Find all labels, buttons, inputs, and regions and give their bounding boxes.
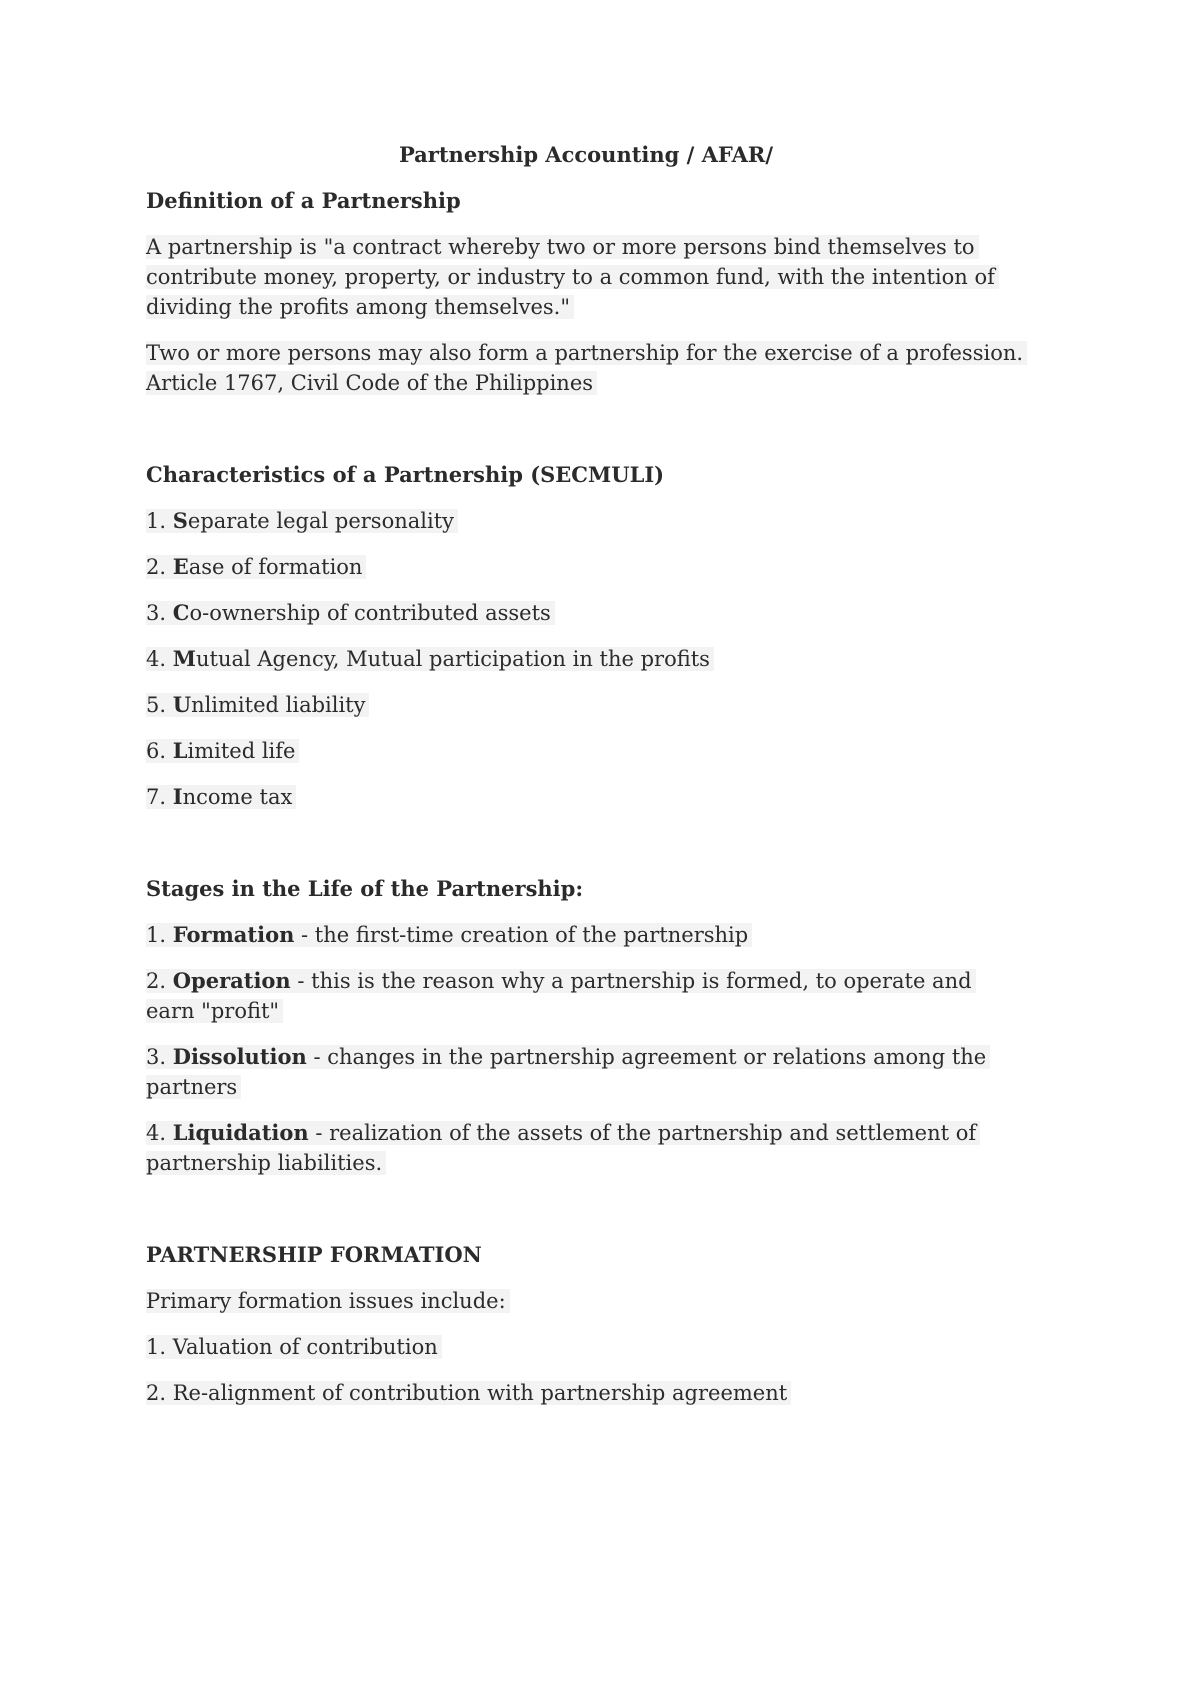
stage-item: 3. Dissolution - changes in the partnership agreement or relations among the partners	[146, 1042, 1026, 1102]
characteristics-heading: Characteristics of a Partnership (SECMULI)	[146, 462, 665, 487]
characteristic-item: 6. Limited life	[146, 736, 1026, 766]
section-spacer	[146, 1194, 1026, 1240]
definition-paragraph-1	[146, 232, 1026, 322]
formation-intro: Primary formation issues include:	[146, 1286, 1026, 1316]
characteristic-item: 1. Separate legal personality	[146, 506, 1026, 536]
characteristic-item: 5. Unlimited liability	[146, 690, 1026, 720]
document-page	[146, 140, 1026, 1424]
definition-paragraph-2	[146, 338, 1026, 398]
document-title: Partnership Accounting / AFAR/	[398, 142, 774, 167]
stage-item: 4. Liquidation - realization of the assets of the partnership and settlement of partnership liabilities.	[146, 1118, 1026, 1178]
characteristic-item: 7. Income tax	[146, 782, 1026, 812]
stage-item: 2. Operation - this is the reason why a partnership is formed, to operate and earn "profit"	[146, 966, 1026, 1026]
section-spacer	[146, 414, 1026, 460]
definition-text-1: A partnership is "a contract whereby two or more persons bind themselves to contribute money, property, or industry to a common fund, with the intention of dividing the profits among themselves."	[146, 235, 999, 319]
characteristic-item: 2. Ease of formation	[146, 552, 1026, 582]
formation-item: 2. Re-alignment of contribution with partnership agreement	[146, 1378, 1026, 1408]
formation-item: 1. Valuation of contribution	[146, 1332, 1026, 1362]
definition-heading: Definition of a Partnership	[146, 188, 461, 213]
formation-heading: PARTNERSHIP FORMATION	[146, 1242, 482, 1267]
stages-heading: Stages in the Life of the Partnership:	[146, 876, 584, 901]
definition-text-2: Two or more persons may also form a partnership for the exercise of a profession. Article 1767, Civil Code of the Philippines	[146, 341, 1027, 395]
characteristic-item: 3. Co-ownership of contributed assets	[146, 598, 1026, 628]
characteristic-item: 4. Mutual Agency, Mutual participation in the profits	[146, 644, 1026, 674]
stage-item: 1. Formation - the first-time creation of the partnership	[146, 920, 1026, 950]
section-spacer	[146, 828, 1026, 874]
